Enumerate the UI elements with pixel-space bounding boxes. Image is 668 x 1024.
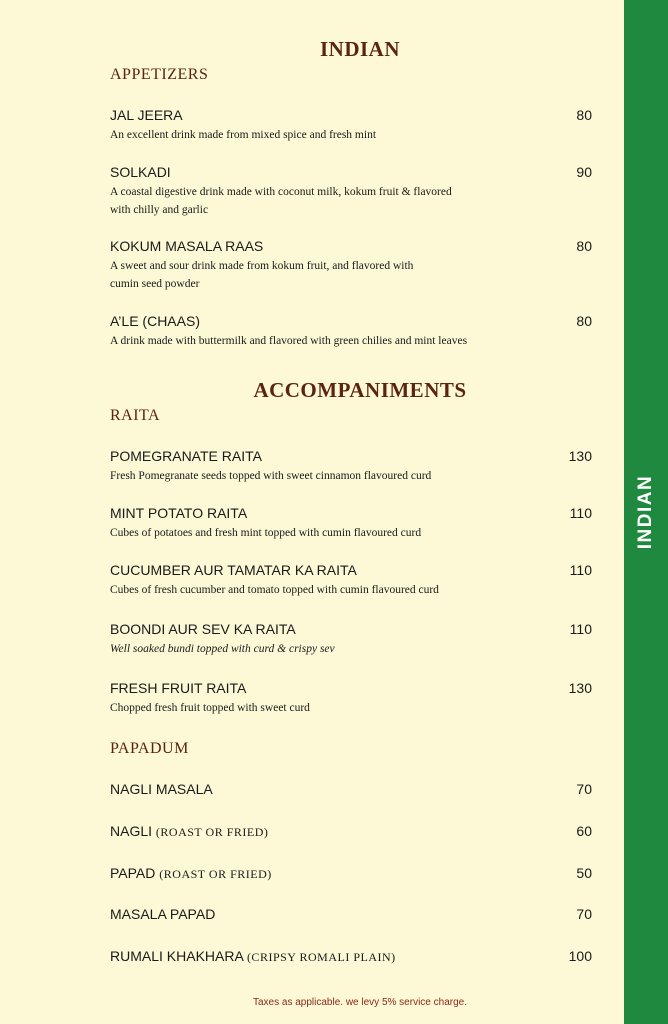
footer-note: Taxes as applicable. we levy 5% service charge.: [253, 997, 467, 1008]
item-name: POMEGRANATE RAITA: [110, 448, 262, 464]
section-title-accompaniments: ACCOMPANIMENTS: [253, 378, 467, 402]
menu-item: [110, 562, 592, 599]
item-price: 70: [576, 781, 592, 797]
item-name-text: RUMALI KHAKHARA: [110, 948, 244, 964]
item-name-text: MASALA PAPAD: [110, 906, 216, 922]
item-price: 130: [568, 448, 592, 464]
menu-item: [110, 505, 592, 542]
item-price: 110: [569, 505, 592, 521]
item-description: A drink made with buttermilk and flavored with green chilies and mint leaves: [110, 335, 468, 347]
item-description: Cubes of fresh cucumber and tomato topped with cumin flavoured curd: [110, 584, 439, 596]
item-description: An excellent drink made from mixed spice and fresh mint: [110, 129, 377, 141]
item-price: 100: [568, 948, 592, 964]
item-name: CUCUMBER AUR TAMATAR KA RAITA: [110, 562, 357, 578]
item-description: Well soaked bundi topped with curd & crispy sev: [110, 643, 335, 655]
item-note: (ROAST OR FRIED): [155, 825, 269, 839]
sidebar-band: [624, 0, 668, 1024]
item-price: 80: [576, 238, 592, 254]
item-name: A’LE (CHAAS): [110, 313, 200, 329]
item-price: 130: [568, 680, 592, 696]
item-price: 110: [569, 562, 592, 578]
item-name-text: NAGLI MASALA: [110, 781, 213, 797]
item-name: JAL JEERA: [110, 107, 183, 123]
item-note: (CRIPSY ROMALI PLAIN): [246, 950, 396, 964]
item-price: 110: [569, 621, 592, 637]
item-price: 80: [576, 107, 592, 123]
sidebar-label: INDIAN: [635, 474, 656, 550]
item-name: [110, 781, 592, 797]
menu-item: [110, 823, 592, 840]
item-name: FRESH FRUIT RAITA: [110, 680, 247, 696]
subheading-raita: RAITA: [110, 407, 161, 424]
item-note: (ROAST OR FRIED): [159, 867, 272, 881]
item-description: Cubes of potatoes and fresh mint topped with cumin flavoured curd: [110, 527, 422, 539]
item-name: [110, 823, 592, 840]
menu-item: [110, 448, 592, 485]
menu-item: [110, 164, 592, 219]
menu-item: [110, 781, 592, 797]
item-price: 90: [576, 164, 592, 180]
item-price: 80: [576, 313, 592, 329]
menu-item: [110, 313, 592, 350]
item-name-text: PAPAD: [110, 865, 156, 881]
subheading-appetizers: APPETIZERS: [110, 66, 209, 83]
item-description: A sweet and sour drink made from kokum fruit, and flavored with cumin seed powder: [110, 260, 414, 290]
item-name: [110, 906, 592, 922]
item-name: MINT POTATO RAITA: [110, 505, 248, 521]
item-description: Chopped fresh fruit topped with sweet curd: [110, 702, 310, 714]
menu-item: [110, 238, 592, 293]
item-name: BOONDI AUR SEV KA RAITA: [110, 621, 296, 637]
item-description: A coastal digestive drink made with coconut milk, kokum fruit & flavored with chilly and garlic: [110, 186, 452, 216]
item-name: [110, 948, 592, 965]
item-name: [110, 865, 592, 882]
item-price: 50: [576, 865, 592, 881]
menu-item: [110, 621, 592, 658]
item-price: 60: [576, 823, 592, 839]
item-name-text: NAGLI: [110, 823, 153, 839]
item-price: 70: [576, 906, 592, 922]
item-name: SOLKADI: [110, 164, 171, 180]
menu-item: [110, 680, 592, 717]
item-description: Fresh Pomegranate seeds topped with sweet cinnamon flavoured curd: [110, 470, 432, 482]
section-title-indian: INDIAN: [319, 37, 400, 61]
item-name: KOKUM MASALA RAAS: [110, 238, 264, 254]
menu-item: [110, 906, 592, 922]
menu-item: [110, 865, 592, 882]
menu-item: [110, 948, 592, 965]
subheading-papadum: PAPADUM: [110, 740, 189, 757]
menu-item: [110, 107, 592, 144]
